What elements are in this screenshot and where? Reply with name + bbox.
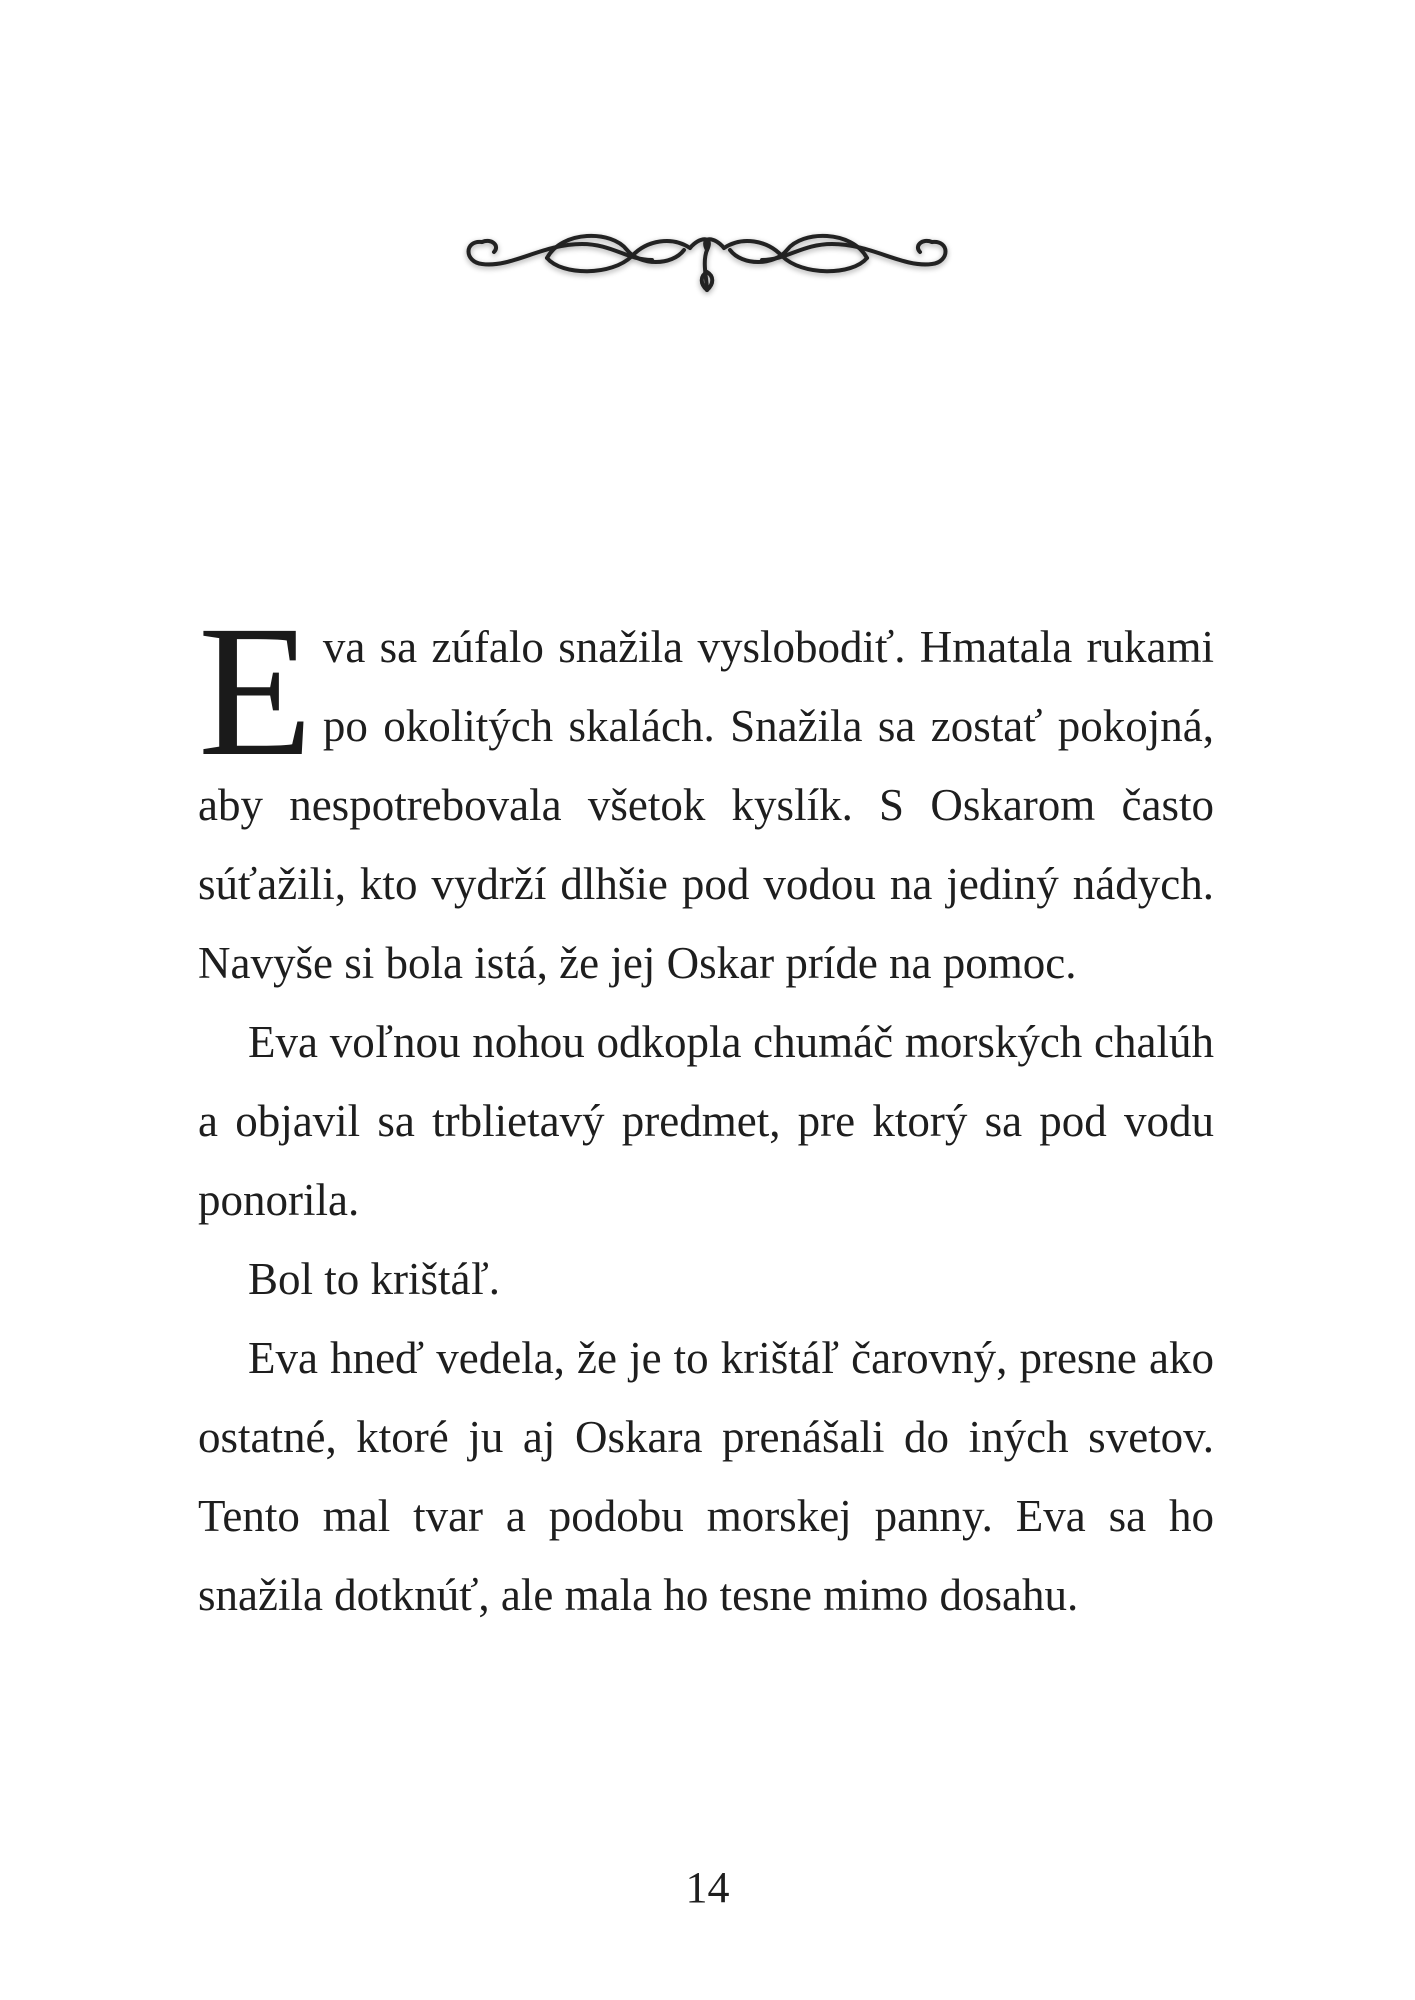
flourish-divider-icon — [452, 200, 962, 305]
page-number: 14 — [685, 1863, 730, 1912]
paragraph-text: va sa zúfalo snažila vyslobodiť. Hmatala rukami po okolitých skalách. Snažila sa zostať pokojná, aby nespotrebovala všetok kyslík. S Oskarom často súťažili, kto vydrží dlhšie pod vodou na jediný nádych. Navyše si bola istá, že jej Oskar príde na pomoc. — [198, 622, 1214, 988]
drop-cap: E — [198, 586, 313, 795]
chapter-text — [198, 586, 1214, 1635]
first-paragraph — [198, 586, 1214, 1003]
paragraph: Eva voľnou nohou odkopla chumáč morských chalúh a objavil sa trblietavý predmet, pre ktorý sa pod vodu ponorila. — [198, 1017, 1214, 1225]
paragraph: Eva hneď vedela, že je to krištáľ čarovný, presne ako ostatné, ktoré ju aj Oskara prenášali do iných svetov. Tento mal tvar a podobu morskej panny. Eva sa ho snažila dotknúť, ale mala ho tesne mimo dosahu. — [198, 1333, 1214, 1620]
paragraph: Bol to krištáľ. — [248, 1254, 501, 1304]
